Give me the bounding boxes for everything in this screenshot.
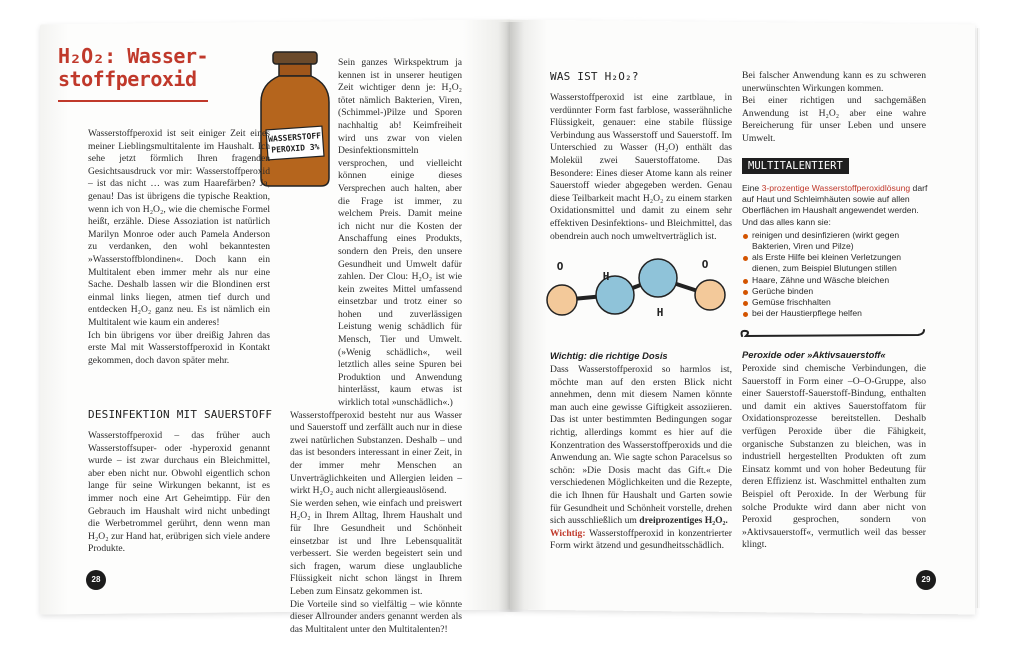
- atom-o-right: [695, 280, 725, 310]
- right-col1-top: [550, 92, 732, 243]
- multitalent-badge: MULTITALENTIERT: [742, 158, 849, 174]
- atom-o-center-left: [596, 276, 634, 314]
- box-list: [742, 230, 930, 320]
- label-o-left: O: [556, 260, 564, 273]
- left-col2: [290, 57, 462, 636]
- peroxide-paragraph: Peroxide sind chemische Verbindungen, die Sauerstoff in Form einer –O–O-Gruppe, also einer Sauerstoff-Sauerstoff-Bindung, enthalten und damit ein aktives Sauerstoffatom für Oxidationsprozesse bereitstellen. Deshalb verfügen Peroxide über die Fähigkeit, organische Substanzen zu bleichen, was in industriell hergestellten Produkten oft zum Einsatz kommt und von hoher Bedeutung für deren Effizienz ist. Waschmittel enthalten zum Beispiel oft Peroxide. In der Werbung für solche Produkte wird dann aber nicht von Peroxid gesprochen, sondern von »Aktivsauerstoff«, vermutlich weil das besser klingt.: [742, 363, 926, 551]
- right-col2-bottom: [742, 363, 926, 552]
- spine-shadow: [498, 22, 524, 612]
- left-col1-section: [88, 430, 270, 556]
- right-col1-bottom: [550, 364, 732, 553]
- desinfektion-paragraph: Wasserstoffperoxid – das früher auch Wasserstoffsuper- oder -hyperoxid genannt wurde – ist zwar durchaus ein Bleichmittel, aber eben nicht nur. Obwohl eigentlich schon lange für seine Wirkungen bekannt, ist es immer noch eine Art Geheimtipp. Für den Gebrauch im Haushalt wird nicht unbedingt die Werbetrommel gerührt, denn wenn man H₂O₂ zur Hand hat, erübrigen sich viele andere Produkte.: [88, 430, 270, 555]
- section-head-was-ist: WAS IST H₂O₂?: [550, 70, 639, 83]
- title-underline: [58, 100, 208, 102]
- dosis-bold: dreiprozentiges H₂O₂.: [639, 515, 728, 527]
- list-item: als Erste Hilfe bei kleinen Verletzungen dienen, zum Beispiel Blutungen stillen: [742, 252, 930, 274]
- col2-paragraph-4: Die Vorteile sind so vielfältig – wie könnte dieser Allrounder anders genannt werden als das Multitalent unter den Multitalenten?!: [290, 598, 462, 635]
- right-col2-top: [742, 70, 926, 146]
- col2-paragraph-2: Wasserstoffperoxid besteht nur aus Wasser und Sauerstoff und zerfällt auch nur in diese zwei natürlichen Substanzen. Deshalb – und das ist besonders interessant in einer Zeit, in der immer mehr Menschen an Unverträglichkeiten und Allergien leiden – wirkt H₂O₂ auch nicht allergieauslösend.: [290, 409, 462, 497]
- bottle-label-line1: WASSERSTOFF: [267, 131, 322, 144]
- multitalent-box: [742, 183, 930, 319]
- list-item: bei der Haustierpflege helfen: [742, 308, 930, 319]
- list-item: Gerüche binden: [742, 286, 930, 297]
- molecule-illustration: [540, 250, 730, 340]
- list-item: Gemüse frischhalten: [742, 297, 930, 308]
- subhead-peroxide: Peroxide oder »Aktivsauerstoff«: [742, 349, 886, 360]
- label-h-left: H: [602, 270, 610, 283]
- col2-right-paragraph-2: Bei einer richtigen und sachgemäßen Anwendung ist H₂O₂ aber eine wahre Bereicherung für unser Leben und unsere Umwelt.: [742, 95, 926, 144]
- label-h-right: H: [656, 306, 664, 319]
- box-intro-accent: 3-prozentige Wasserstoffperoxidlösung: [761, 183, 911, 193]
- box-intro-post: darf auf Haut und Schleimhäuten sowie auf allen Oberflächen im Haushalt angewendet werden. Und das alles kann sie:: [742, 183, 928, 227]
- left-col1-intro: [88, 128, 270, 367]
- col2-right-paragraph-1: Bei falscher Anwendung kann es zu schweren unerwünschten Wirkungen kommen.: [742, 70, 926, 94]
- intro-paragraph-2: Ich bin übrigens vor über dreißig Jahren das erste Mal mit Wasserstoffperoxid in Kontakt gekommen, doch davon später mehr.: [88, 329, 270, 366]
- subhead-dosis: Wichtig: die richtige Dosis: [550, 350, 668, 361]
- bottle-label-line2: PEROXID 3%: [271, 142, 320, 155]
- atom-o-left: [547, 285, 577, 315]
- was-ist-paragraph: Wasserstoffperoxid ist eine zartblaue, in verdünnter Form fast farblose, wasserähnliche Flüssigkeit, genauer: eine stabile flüssige Verbindung aus Wasserstoff und Sauerstoff. Im Unterschied zu Wasser (H₂O) enthält das Molekül zwei Sauerstoffatome. Das Besondere: Eines dieser Atome kann als reiner Sauerstoff wieder abgegeben werden. Genau diese Teilbarkeit macht H₂O₂ zu einem starken Oxidationsmittel und damit zu einem sehr effektiven Desinfektions- und Bleichmittel, das obendrein auch noch umweltverträglich ist.: [550, 92, 732, 242]
- col2-paragraph-1: Sein ganzes Wirkspektrum ja kennen ist in unserer heutigen Zeit wichtiger denn je: H₂O₂ tötet nämlich Bakterien, Viren, (Schimmel-)Pilze und Sporen nachhaltig ab! Keimfreiheit wird uns zwar von vielen Desinfektionsmitteln versprochen, und vielleicht können einige dieses Versprechen auch halten, aber die Frage ist immer, zu welchem Preis. Damit meine ich nicht nur die Kosten der Anschaffung eines Produkts, sondern den Preis, den unsere Gesundheit und Umwelt dafür zahlen. Der Clou: H₂O₂ ist wie kein zweites Mittel umfassend einsetzbar und trotz einer so hohen und zuverlässigen Leistung wenig schädlich für Mensch, Tier und Umwelt. (»Wenig schädlich«, weil letztlich alles seine Spuren bei Produktion und Anwendung hinterlässt, kaum etwas ist wirklich total »unschädlich«.): [338, 57, 462, 409]
- page-number-right: 29: [916, 570, 936, 590]
- list-item: reinigen und desinfizieren (wirkt gegen Bakterien, Viren und Pilze): [742, 230, 930, 252]
- page-number-left: 28: [86, 570, 106, 590]
- list-item: Haare, Zähne und Wäsche bleichen: [742, 275, 930, 286]
- decorative-divider: [738, 326, 928, 342]
- section-head-desinfektion: DESINFEKTION MIT SAUERSTOFF: [88, 408, 273, 421]
- col2-paragraph-3: Sie werden sehen, wie einfach und preiswert H₂O₂ in Ihrem Alltag, Ihrem Haushalt und für Ihre Gesundheit und Schönheit einsetzbar ist und Ihre Lebensqualität verbessert. Sie werden begeistert sein und sich fragen, warum diese unglaubliche Flüssigkeit nicht schon längst in Ihrem Leben zum Einsatz gekommen ist.: [290, 497, 462, 597]
- warning-text: Wasserstoffperoxid in konzentrierter Form wirkt ätzend und gesundheitsschädlich.: [550, 527, 732, 552]
- atom-o-center-right: [639, 259, 677, 297]
- warning-label: Wichtig:: [550, 527, 586, 539]
- intro-paragraph: Wasserstoffperoxid ist seit einiger Zeit eines meiner Lieblingsmultitalente im Haushalt. Ich sehe jetzt förmlich Ihren fragenden Gesichtsausdruck vor mir: Wasserstoffperoxid – ist das nicht … was zum Haarefärben? Ja, genau! Das ist übrigens die typische Reaktion, wenn ich von H₂O₂, wie die chemische Formel heißt, erzähle. Diese Assoziation ist natürlich Marilyn Monroe oder auch Pamela Anderson zu verdanken, den wohl bekanntesten »Wasserstoffblondinen«. Doch kann ein Multitalent eben immer mehr als nur eine Sache. Deshalb lassen wir die Blondinen erst einmal links liegen, atmen tief durch und entdecken H₂O₂ ganz neu. Es ist nämlich ein Multitalent wie kaum ein anderes!: [88, 128, 270, 328]
- dosis-paragraph: Dass Wasserstoffperoxid so harmlos ist, möchte man auf den ersten Blick nicht annehmen, denn mit diesem Namen könnte man auch eine gewisse Giftigkeit assoziieren. Das ist unter bestimmten Bedingungen sogar richtig, allerdings kommt es hier auf die Konzentration des Wasserstoffperoxids und die Anwendung an. Wie sagte schon Paracelsus so schön: »Die Dosis macht das Gift.« Die verschiedenen Möglichkeiten und die Rezepte, die ich Ihnen für Haushalt und Garten sowie für Gesundheit und Schönheit vorstelle, drehen sich ausschließlich um: [550, 364, 732, 527]
- label-o-right: O: [701, 258, 709, 271]
- box-intro-pre: Eine: [742, 183, 760, 193]
- page-title: H₂O₂: Wasser-stoffperoxid: [58, 44, 209, 91]
